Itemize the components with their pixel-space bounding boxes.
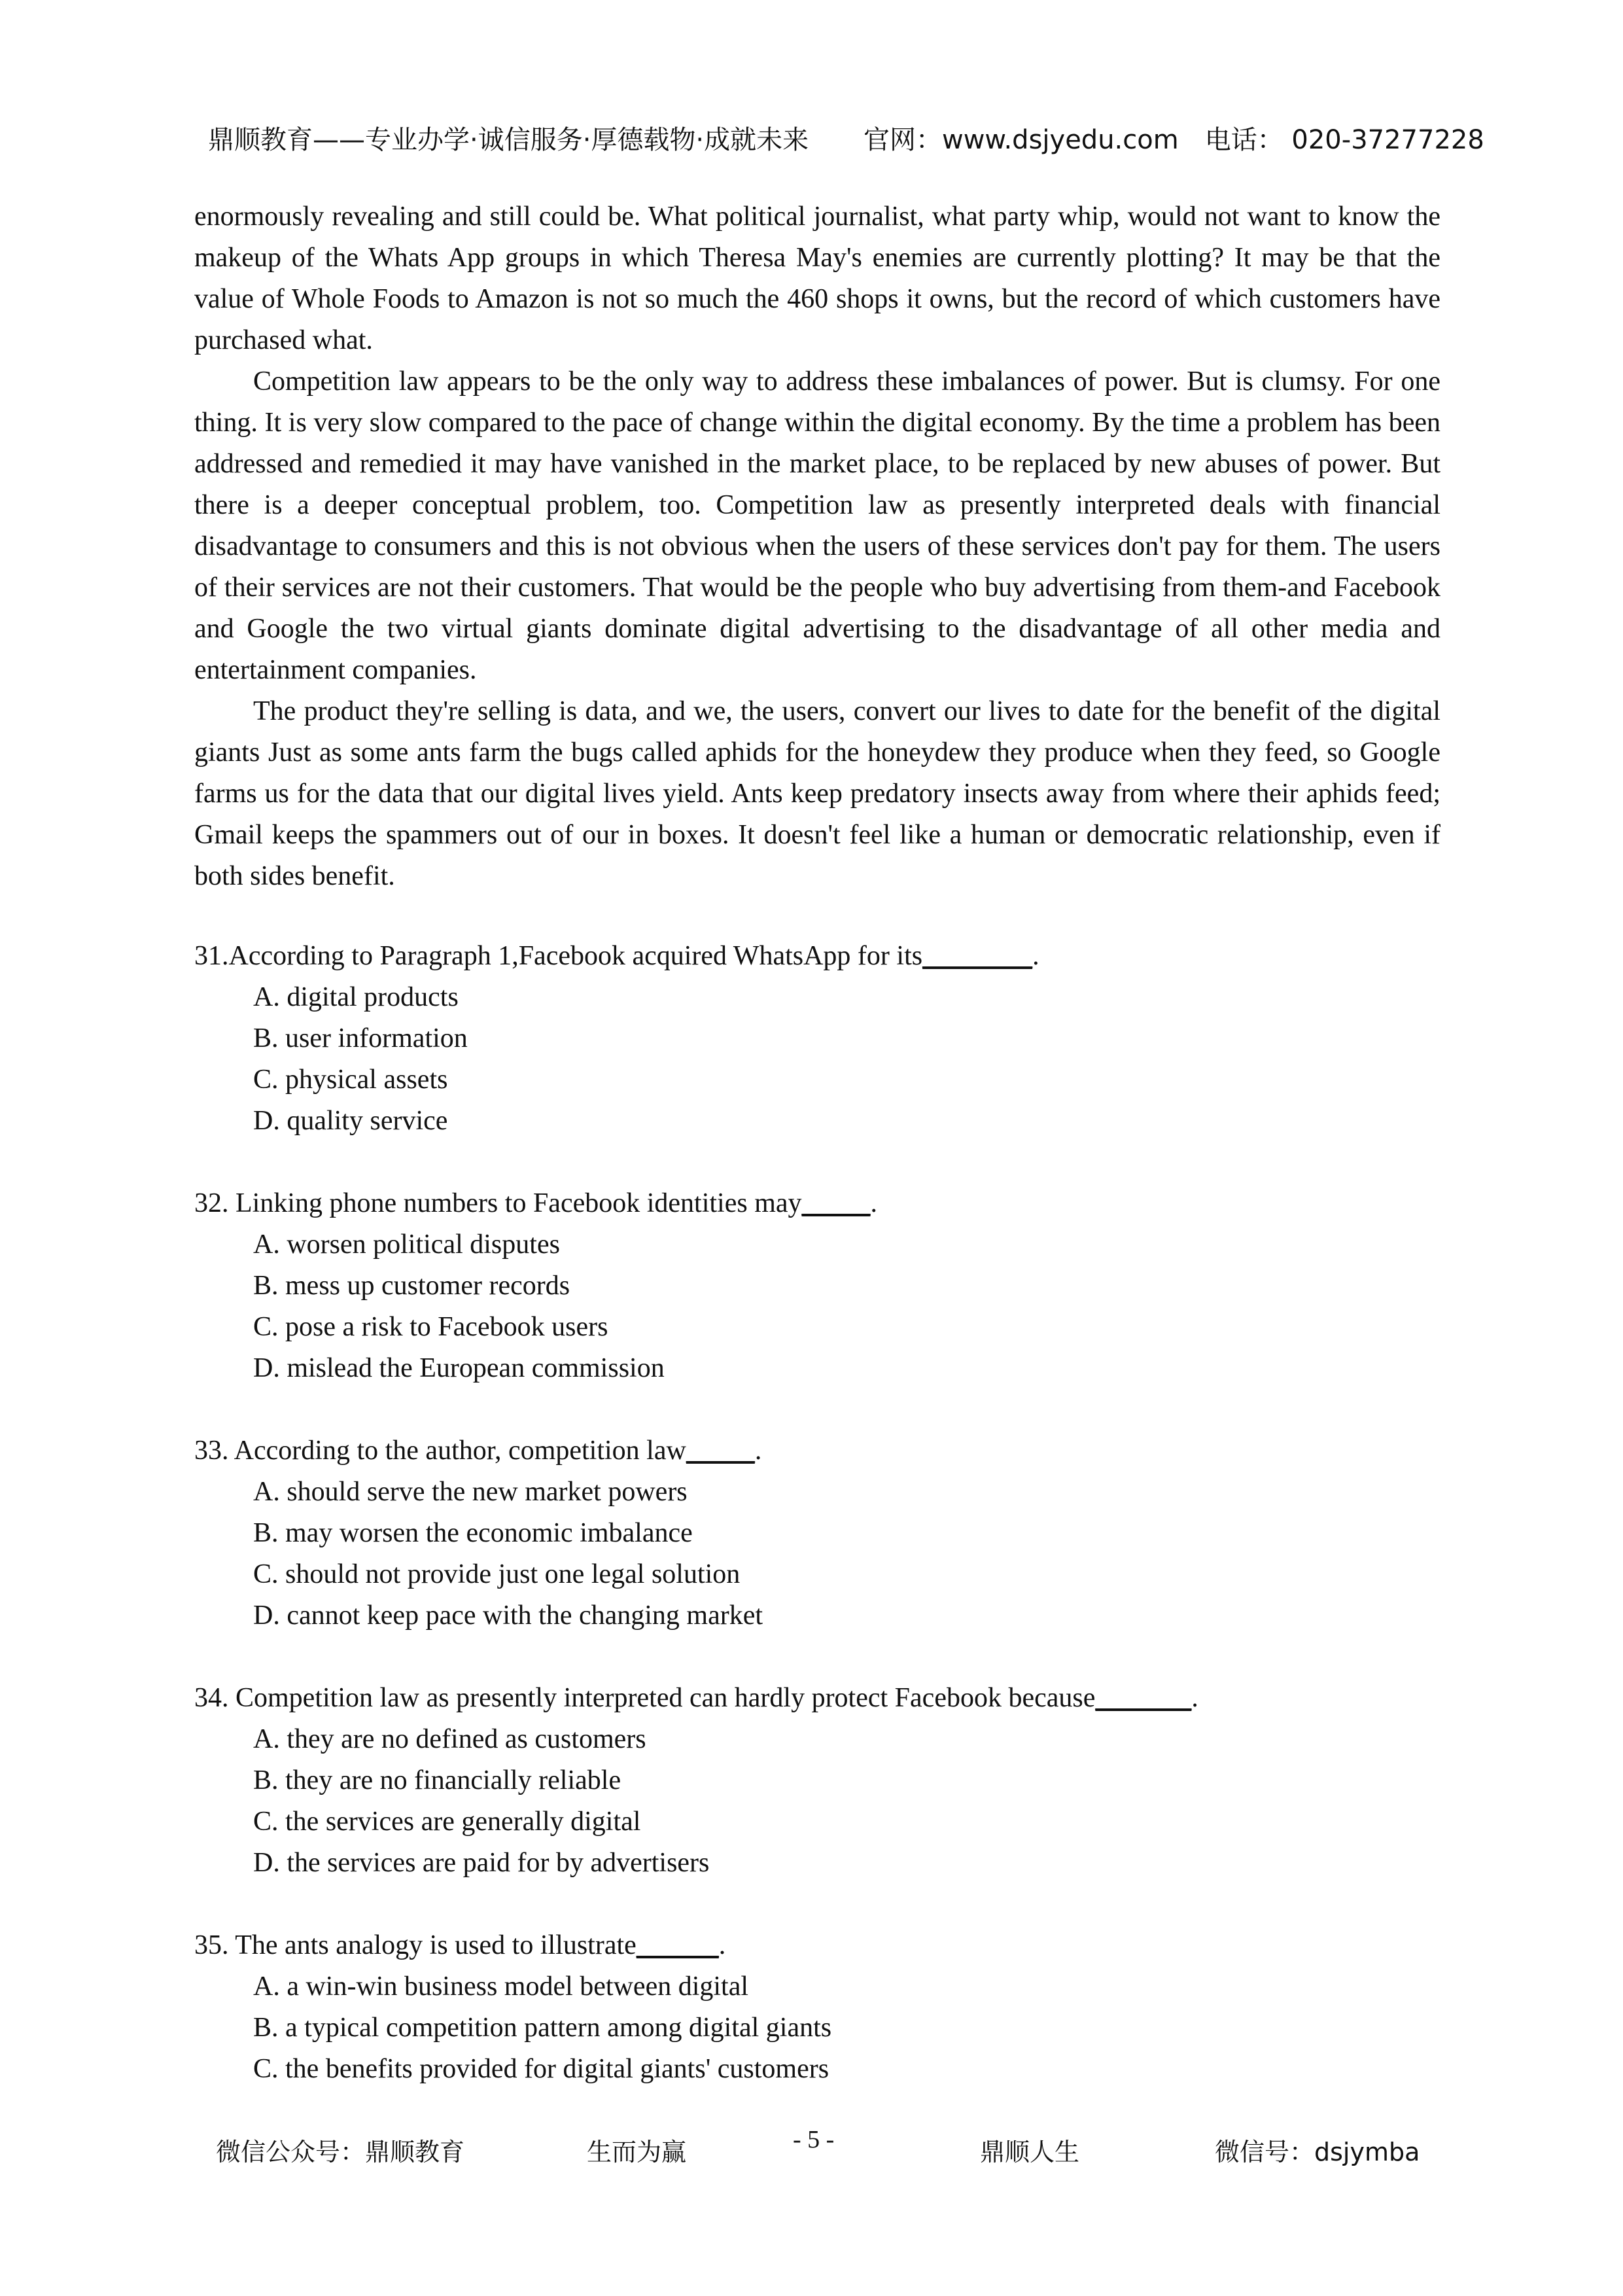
answer-blank: ________ — [922, 941, 1033, 971]
option-a: A. digital products — [253, 982, 459, 1012]
answer-blank: _______ — [1095, 1683, 1192, 1713]
question-list — [194, 936, 1440, 2131]
option-b: B. they are no financially reliable — [253, 1765, 621, 1795]
option-d: D. the services are paid for by advertisers — [253, 1848, 710, 1878]
answer-blank: ______ — [636, 1930, 719, 1960]
footer-wechat-public: 微信公众号：鼎顺教育 — [216, 2138, 465, 2166]
page-header — [208, 119, 1484, 158]
question-stem: 35. The ants analogy is used to illustrate______. — [194, 1930, 726, 1960]
passage — [194, 196, 1440, 897]
question-33 — [194, 1430, 1440, 1636]
option-a: A. a win-win business model between digital — [253, 1971, 749, 2002]
header-contact: 官网：www.dsjyedu.com 电话： 020-37277228 — [864, 125, 1484, 155]
page-footer — [216, 2126, 1426, 2171]
option-b: B. user information — [253, 1023, 468, 1053]
question-31 — [194, 936, 1440, 1142]
option-c: C. should not provide just one legal solution — [253, 1559, 741, 1589]
option-d: D. cannot keep pace with the changing market — [253, 1600, 763, 1631]
paragraph: enormously revealing and still could be. What political journalist, what party whip, would not want to know the makeup of the Whats App groups in which Theresa May's enemies are currently plotting? It may be that the value of Whole Foods to Amazon is not so much the 460 shops it owns, but the record of which customers have purchased what. — [194, 202, 1440, 355]
footer-wechat-id: 微信号：dsjymba — [1215, 2138, 1420, 2166]
paragraph: The product they're selling is data, and we, the users, convert our lives to date for the benefit of the digital giants Just as some ants farm the bugs called aphids for the honeydew they produce when they feed, so Google farms us for the data that our digital lives yield. Ants keep predatory insects away from where their aphids feed; Gmail keeps the spammers out of our in boxes. It doesn't feel like a human or democratic relationship, even if both sides benefit. — [194, 696, 1440, 891]
option-d: D. mislead the European commission — [253, 1353, 665, 1383]
question-35 — [194, 1925, 1440, 2090]
answer-blank: _____ — [686, 1436, 755, 1466]
option-c: C. physical assets — [253, 1065, 448, 1095]
footer-life: 鼎顺人生 — [980, 2138, 1080, 2166]
question-34 — [194, 1678, 1440, 1884]
option-c: C. the services are generally digital — [253, 1807, 641, 1837]
paragraph: Competition law appears to be the only way to address these imbalances of power. But is clumsy. For one thing. It is very slow compared to the pace of change within the digital economy. By the time a problem has been addressed and remedied it may have vanished in the market place, to be replaced by new abuses of power. But there is a deeper conceptual problem, too. Competition law as presently interpreted deals with financial disadvantage to consumers and this is not obvious when the users of these services don't pay for them. The users of their services are not their customers. That would be the people who buy advertising from them-and Facebook and Google the two virtual giants dominate digital advertising to the disadvantage of all other media and entertainment companies. — [194, 366, 1440, 685]
header-slogan: 鼎顺教育——专业办学·诚信服务·厚德载物·成就未来 — [208, 125, 809, 155]
option-a: A. worsen political disputes — [253, 1229, 560, 1260]
question-stem: 34. Competition law as presently interpreted can hardly protect Facebook because_______. — [194, 1683, 1198, 1713]
option-a: A. should serve the new market powers — [253, 1477, 688, 1507]
question-32 — [194, 1183, 1440, 1389]
answer-blank: _____ — [801, 1188, 871, 1218]
option-c: C. the benefits provided for digital giants' customers — [253, 2054, 829, 2084]
page-number: - 5 - — [793, 2126, 835, 2153]
option-a: A. they are no defined as customers — [253, 1724, 646, 1754]
question-stem: 33. According to the author, competition law_____. — [194, 1436, 762, 1466]
option-c: C. pose a risk to Facebook users — [253, 1312, 608, 1342]
option-b: B. mess up customer records — [253, 1271, 570, 1301]
option-d: D. quality service — [253, 1106, 448, 1136]
option-b: B. may worsen the economic imbalance — [253, 1518, 693, 1548]
question-stem: 31.According to Paragraph 1,Facebook acquired WhatsApp for its________. — [194, 941, 1039, 971]
question-stem: 32. Linking phone numbers to Facebook identities may_____. — [194, 1188, 878, 1218]
option-b: B. a typical competition pattern among digital giants — [253, 2013, 832, 2043]
footer-motto: 生而为赢 — [587, 2138, 687, 2166]
